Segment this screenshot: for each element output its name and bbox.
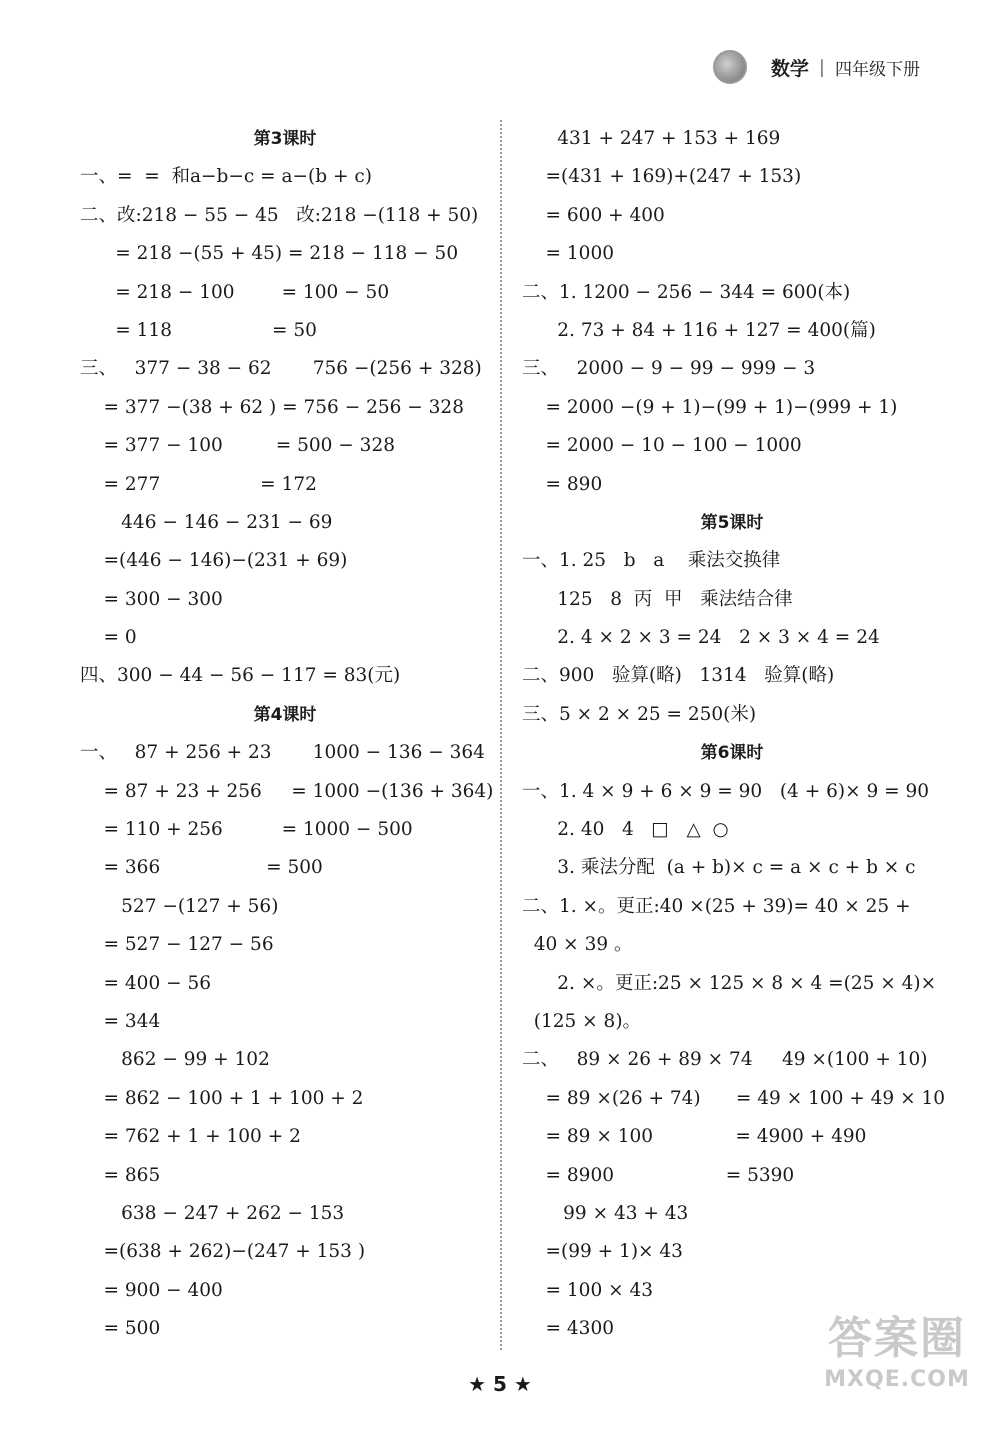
answer-line: = 865	[80, 1164, 161, 1186]
answer-line: 二、改:218 − 55 − 45 改:218 −(118 + 50)	[80, 204, 479, 226]
answer-line: =(99 + 1)× 43	[522, 1241, 683, 1263]
answer-line: = 218 − 100 = 100 − 50	[80, 281, 390, 303]
answer-line: = 900 − 400	[80, 1279, 223, 1301]
answer-line: = 89 ×(26 + 74) = 49 × 100 + 49 × 10	[522, 1087, 945, 1109]
header-subject: 数学	[770, 57, 809, 80]
answer-line: 三、5 × 2 × 25 = 250(米)	[522, 703, 757, 725]
answer-line: 一、= = 和a−b−c = a−(b + c)	[80, 166, 372, 188]
watermark-url: MXQE.COM	[824, 1367, 970, 1392]
answer-line: 638 − 247 + 262 − 153	[80, 1202, 345, 1224]
answer-line: = 400 − 56	[80, 972, 212, 994]
answer-line: 一、1. 4 × 9 + 6 × 9 = 90 (4 + 6)× 9 = 90	[522, 780, 930, 802]
answer-line: 527 −(127 + 56)	[80, 895, 279, 917]
answer-line: =(431 + 169)+(247 + 153)	[522, 166, 802, 188]
answer-line: 三、 377 − 38 − 62 756 −(256 + 328)	[80, 358, 482, 380]
answer-line: = 500	[80, 1318, 161, 1340]
answer-line: = 0	[80, 627, 137, 649]
answer-line: 3. 乘法分配 (a + b)× c = a × c + b × c	[522, 857, 916, 879]
answer-line: = 344	[80, 1010, 161, 1032]
answer-line: = 87 + 23 + 256 = 1000 −(136 + 364)	[80, 780, 494, 802]
answer-line: 二、1. 1200 − 256 − 344 = 600(本)	[522, 281, 851, 303]
answer-line: = 366 = 500	[80, 857, 323, 879]
answer-line: = 377 −(38 + 62 ) = 756 − 256 − 328	[80, 396, 464, 418]
watermark	[812, 1313, 982, 1408]
left-answer-column	[80, 120, 494, 1349]
answer-line: = 2000 − 10 − 100 − 1000	[522, 435, 802, 457]
answer-line: = 118 = 50	[80, 319, 317, 341]
answer-line: = 2000 −(9 + 1)−(99 + 1)−(999 + 1)	[522, 396, 898, 418]
answer-line: 2. 40 4 □ △ ○	[522, 819, 729, 841]
answer-line: = 890	[522, 473, 603, 495]
section-title: 第5课时	[700, 512, 764, 533]
answer-line: = 277 = 172	[80, 473, 317, 495]
answer-line: = 762 + 1 + 100 + 2	[80, 1126, 301, 1148]
answer-line: = 1000	[522, 243, 614, 265]
answer-line: (125 × 8)。	[522, 1010, 642, 1032]
answer-line: = 89 × 100 = 4900 + 490	[522, 1126, 867, 1148]
answer-line: = 8900 = 5390	[522, 1164, 795, 1186]
answer-line: 2. 73 + 84 + 116 + 127 = 400(篇)	[522, 319, 876, 341]
column-divider	[500, 120, 502, 1350]
answer-line: 125 8 丙 甲 乘法结合律	[522, 588, 793, 610]
answer-line: =(446 − 146)−(231 + 69)	[80, 550, 348, 572]
answer-line: 三、 2000 − 9 − 99 − 999 − 3	[522, 358, 816, 380]
answer-line: =(638 + 262)−(247 + 153 )	[80, 1241, 366, 1263]
page-header	[713, 50, 920, 84]
answer-line: 431 + 247 + 153 + 169	[522, 128, 781, 149]
answer-line: 2. 4 × 2 × 3 = 24 2 × 3 × 4 = 24	[522, 627, 880, 649]
header-separator: |	[818, 56, 825, 78]
logo-icon	[713, 50, 747, 84]
answer-line: = 862 − 100 + 1 + 100 + 2	[80, 1087, 364, 1109]
answer-line: 四、300 − 44 − 56 − 117 = 83(元)	[80, 665, 401, 687]
answer-line: 40 × 39 。	[522, 934, 633, 956]
answer-line: 446 − 146 − 231 − 69	[80, 511, 333, 533]
answer-line: = 100 × 43	[522, 1279, 654, 1301]
answer-line: = 300 − 300	[80, 588, 223, 610]
section-title: 第3课时	[253, 129, 317, 149]
right-answer-column	[522, 120, 945, 1349]
answer-line: = 527 − 127 − 56	[80, 934, 274, 956]
answer-line: = 218 −(55 + 45) = 218 − 118 − 50	[80, 243, 459, 265]
answer-line: 二、1. ×。更正:40 ×(25 + 39)= 40 × 25 +	[522, 895, 911, 917]
answer-line: = 4300	[522, 1318, 614, 1340]
watermark-text: 答案圈	[828, 1313, 966, 1364]
answer-line: 99 × 43 + 43	[522, 1202, 689, 1224]
section-title: 第6课时	[700, 743, 764, 764]
answer-line: 一、1. 25 b a 乘法交换律	[522, 550, 781, 572]
answer-line: 2. ×。更正:25 × 125 × 8 × 4 =(25 × 4)×	[522, 972, 937, 994]
page-number: ★ 5 ★	[468, 1372, 532, 1396]
answer-line: 862 − 99 + 102	[80, 1049, 270, 1071]
answer-line: = 600 + 400	[522, 204, 665, 226]
answer-line: 一、 87 + 256 + 23 1000 − 136 − 364	[80, 742, 485, 764]
answer-line: 二、900 验算(略) 1314 验算(略)	[522, 665, 835, 687]
answer-line: 二、 89 × 26 + 89 × 74 49 ×(100 + 10)	[522, 1049, 928, 1071]
answer-line: = 110 + 256 = 1000 − 500	[80, 819, 413, 841]
answer-line: = 377 − 100 = 500 − 328	[80, 435, 395, 457]
section-title: 第4课时	[253, 704, 317, 725]
header-grade: 四年级下册	[835, 59, 920, 80]
